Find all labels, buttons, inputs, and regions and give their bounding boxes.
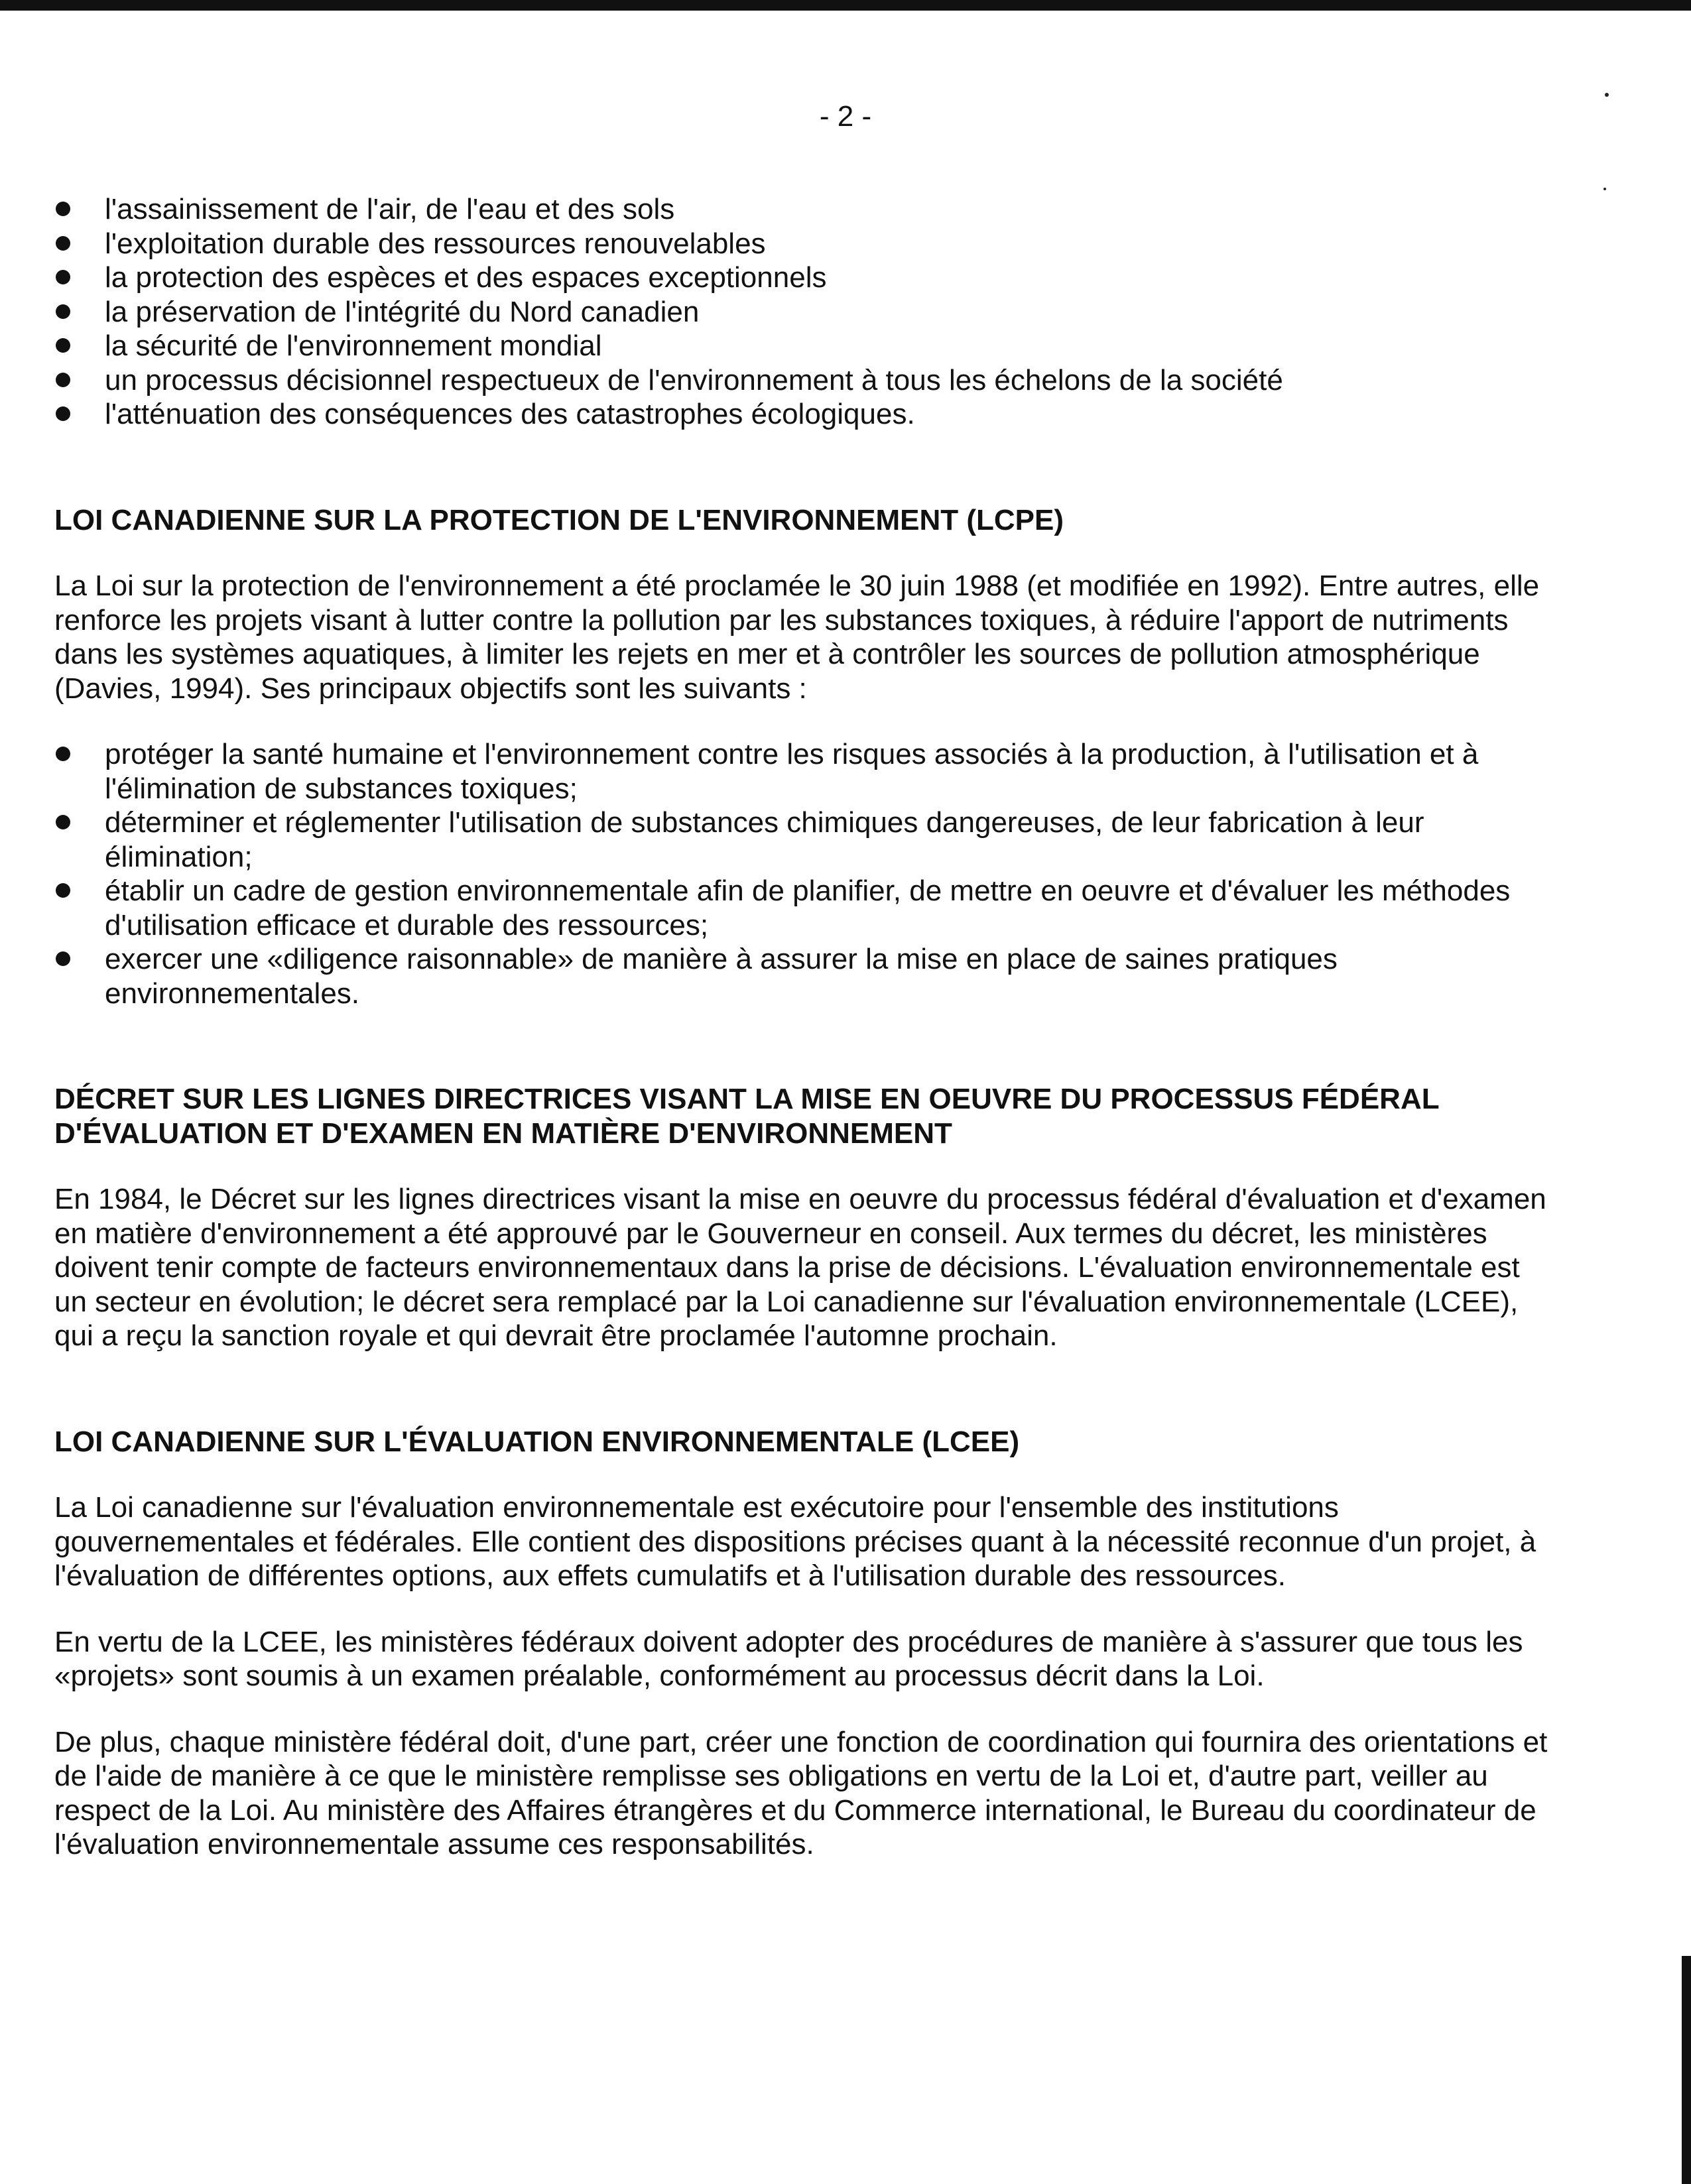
lcee-paragraph: La Loi canadienne sur l'évaluation environnementale est exécutoire pour l'ensemble des institutions gouvernementales et fédérales. Elle contient des dispositions précises quant à la nécessité reconnue d'un projet, à l'évaluation de différentes options, aux effets cumulatifs et à l'utilisation durable des ressources. (54, 1491, 1536, 1592)
intro-bullet-list (54, 192, 1560, 432)
lcpe-objectives-list (54, 737, 1560, 1010)
list-item: déterminer et réglementer l'utilisation de substances chimiques dangereuses, de leur fabrication à leur élimination; (54, 806, 1560, 874)
lcee-section (54, 1425, 1560, 1862)
lcpe-paragraph: La Loi sur la protection de l'environnement a été proclamée le 30 juin 1988 (et modifiée en 1992). Entre autres, elle renforce les projets visant à lutter contre la pollution par les substances toxiques, à réduire l'apport de nutriments dans les systèmes aquatiques, à limiter les rejets en mer et à contrôler les sources de pollution atmosphérique (Davies, 1994). Ses principaux objectifs sont les suivants : (54, 570, 1540, 705)
lcpe-section (54, 503, 1560, 1011)
list-item: l'exploitation durable des ressources renouvelables (54, 227, 1560, 261)
list-item: l'assainissement de l'air, de l'eau et des sols (54, 192, 1560, 227)
list-item: la protection des espèces et des espaces exceptionnels (54, 261, 1560, 295)
scan-speck (1603, 188, 1606, 190)
list-item: la sécurité de l'environnement mondial (54, 329, 1560, 363)
document-body (54, 192, 1560, 1862)
lcee-paragraph: En vertu de la LCEE, les ministères fédéraux doivent adopter des procédures de manière à s'assurer que tous les «projets» sont soumis à un examen préalable, conformément au processus décrit dans la Loi. (54, 1625, 1523, 1692)
list-item: la préservation de l'intégrité du Nord canadien (54, 295, 1560, 330)
scan-right-edge (1682, 1956, 1691, 2184)
decret-section (54, 1082, 1560, 1353)
lcee-heading: LOI CANADIENNE SUR L'ÉVALUATION ENVIRONNEMENTALE (LCEE) (54, 1425, 1020, 1458)
scan-top-border (0, 0, 1691, 11)
decret-paragraph: En 1984, le Décret sur les lignes directrices visant la mise en oeuvre du processus fédéral d'évaluation et d'examen en matière d'environnement a été approuvé par le Gouverneur en conseil. Aux termes du décret, les ministères doivent tenir compte de facteurs environnementaux dans la prise de décisions. L'évaluation environnementale est un secteur en évolution; le décret sera remplacé par la Loi canadienne sur l'évaluation environnementale (LCEE), qui a reçu la sanction royale et qui devrait être proclamée l'automne prochain. (54, 1183, 1546, 1352)
lcpe-heading: LOI CANADIENNE SUR LA PROTECTION DE L'ENVIRONNEMENT (LCPE) (54, 503, 1064, 536)
decret-heading: DÉCRET SUR LES LIGNES DIRECTRICES VISANT LA MISE EN OEUVRE DU PROCESSUS FÉDÉRAL D'ÉVALUATION ET D'EXAMEN EN MATIÈRE D'ENVIRONNEMENT (54, 1083, 1439, 1150)
list-item: établir un cadre de gestion environnementale afin de planifier, de mettre en oeuvre et d'évaluer les méthodes d'utilisation efficace et durable des ressources; (54, 874, 1560, 942)
list-item: protéger la santé humaine et l'environnement contre les risques associés à la production, à l'utilisation et à l'élimination de substances toxiques; (54, 737, 1560, 806)
list-item: exercer une «diligence raisonnable» de manière à assurer la mise en place de saines pratiques environnementales. (54, 942, 1560, 1010)
lcee-paragraph: De plus, chaque ministère fédéral doit, d'une part, créer une fonction de coordination qui fournira des orientations et de l'aide de manière à ce que le ministère remplisse ses obligations en vertu de la Loi et, d'autre part, veiller au respect de la Loi. Au ministère des Affaires étrangères et du Commerce international, le Bureau du coordinateur de l'évaluation environnementale assume ces responsabilités. (54, 1725, 1548, 1860)
list-item: un processus décisionnel respectueux de l'environnement à tous les échelons de la société (54, 363, 1560, 398)
list-item: l'atténuation des conséquences des catastrophes écologiques. (54, 397, 1560, 432)
scan-speck (1605, 93, 1609, 97)
page-number: - 2 - (819, 100, 872, 133)
